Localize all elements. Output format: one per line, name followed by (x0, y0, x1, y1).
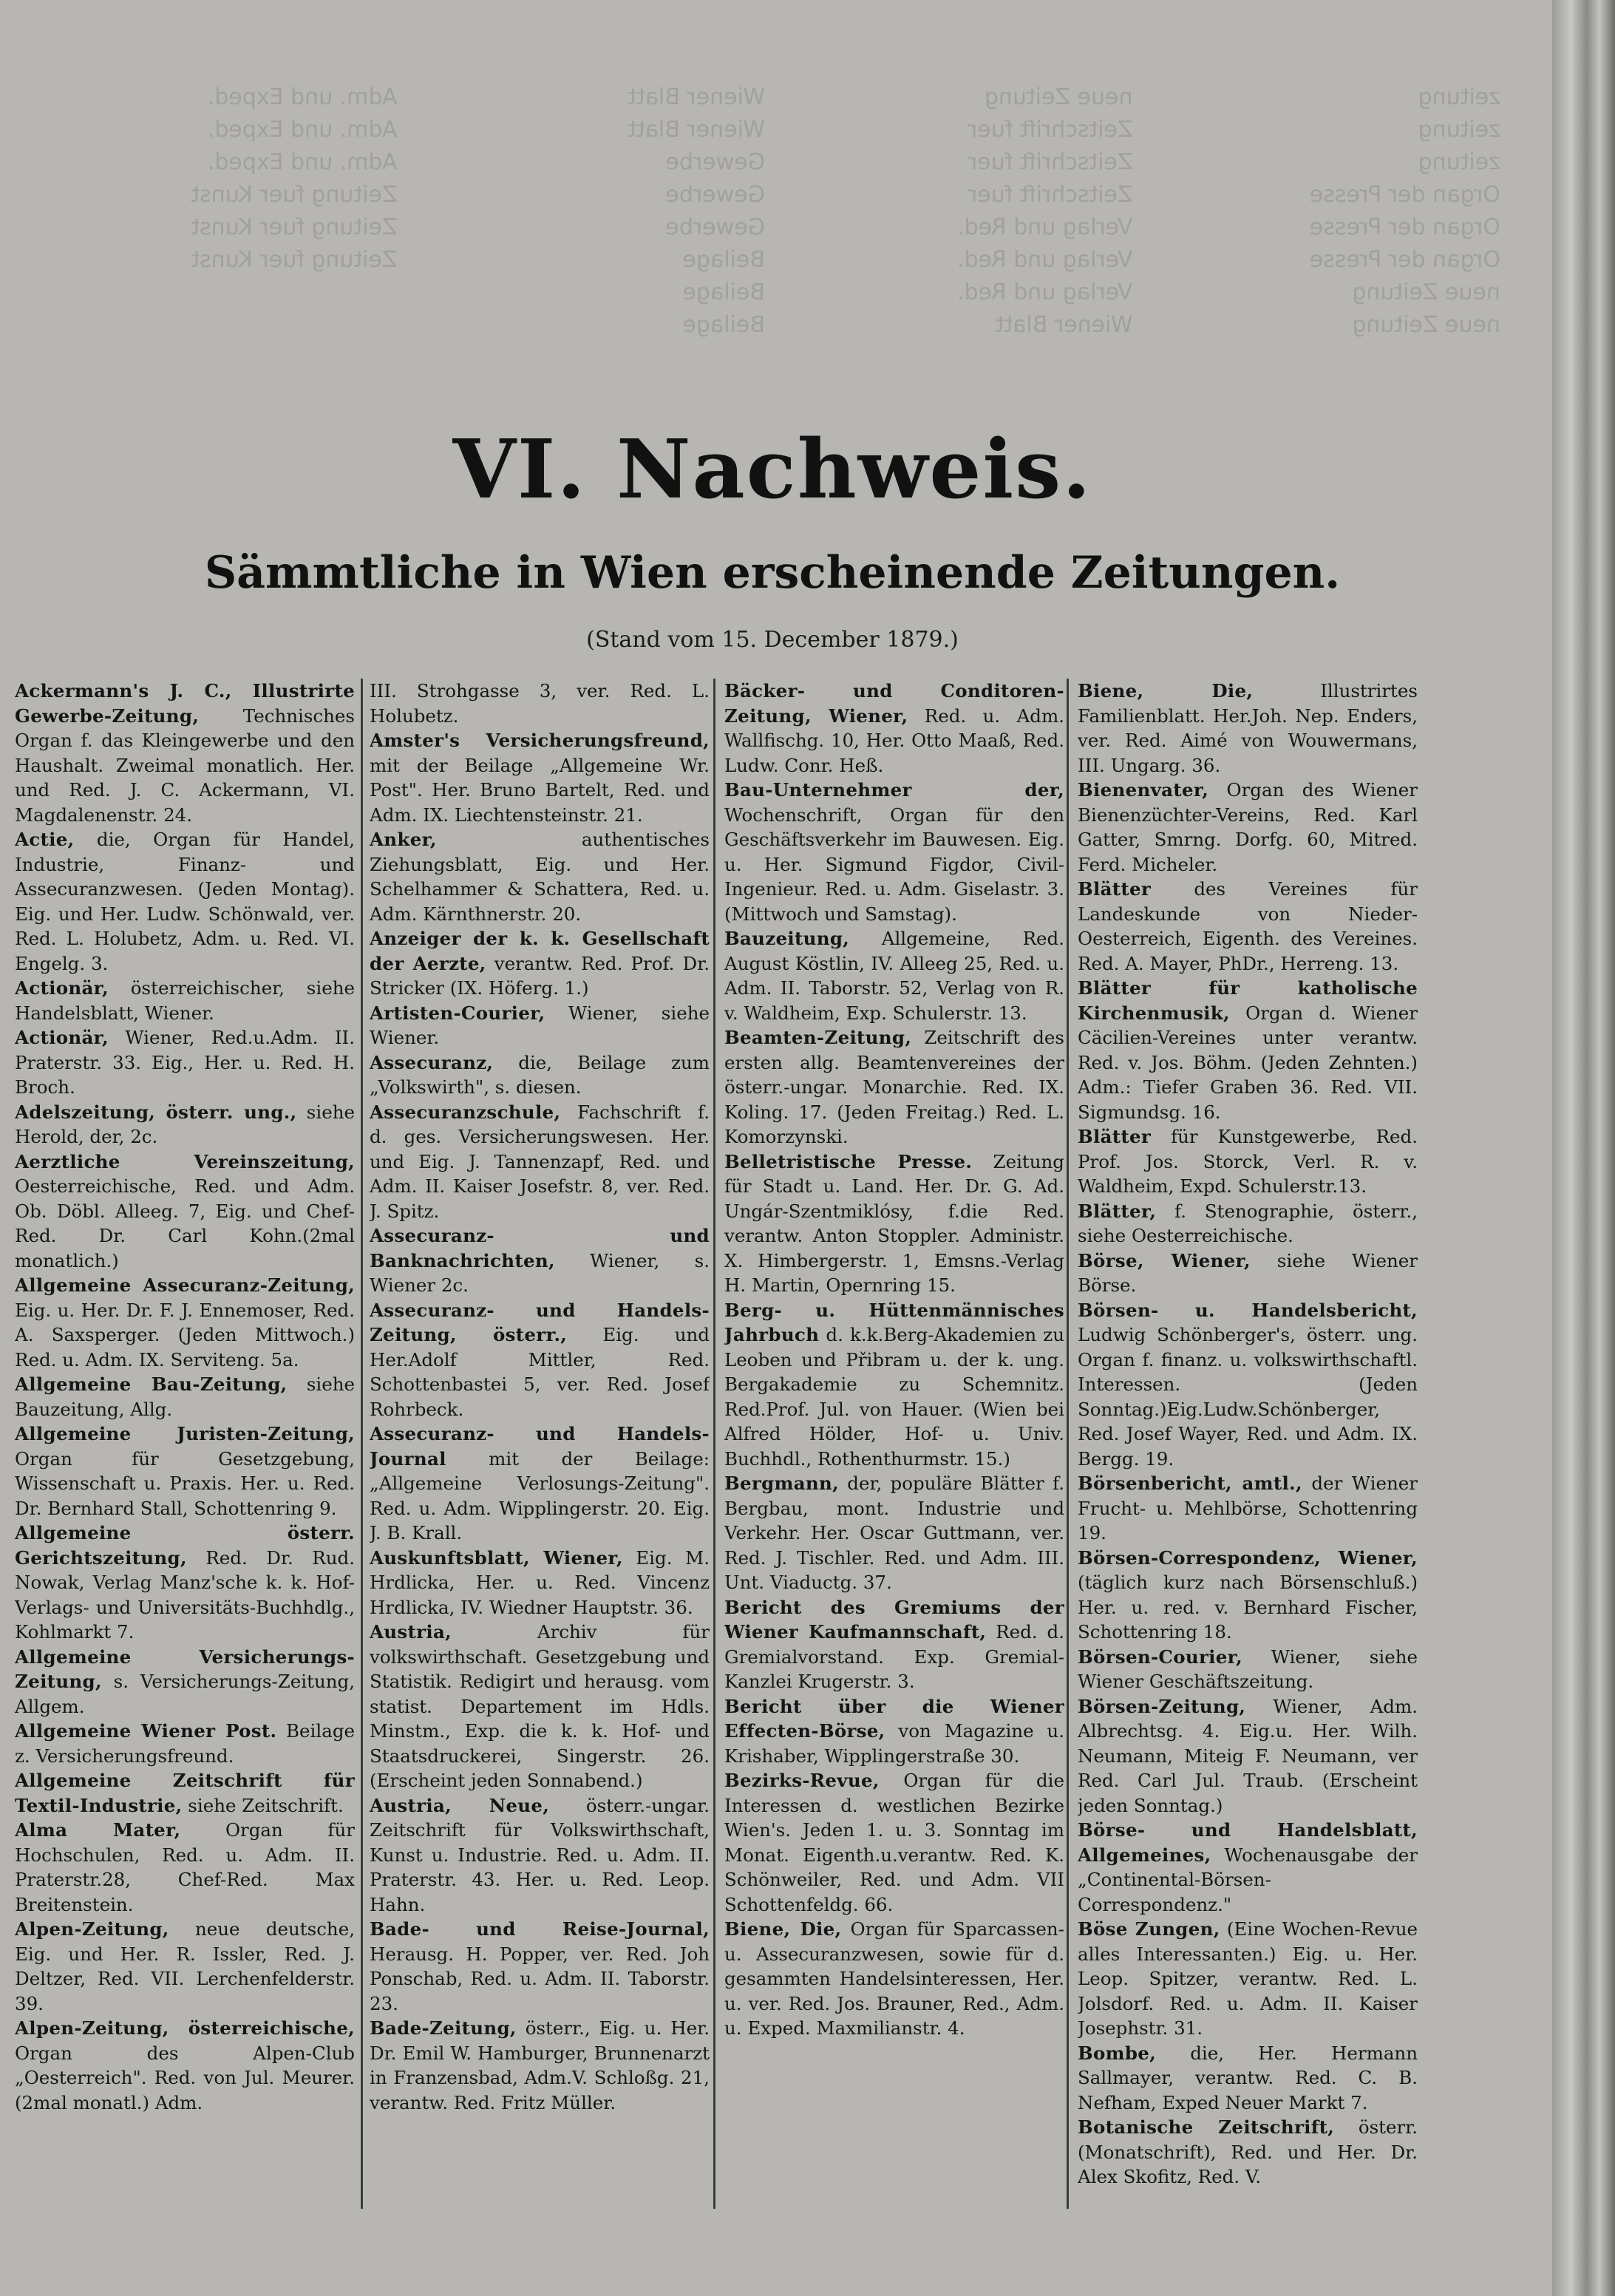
entry-heading: Assecuranz- und Handels-Journal (370, 1423, 710, 1470)
directory-entry (1078, 2041, 1418, 2116)
directory-entry (1078, 1694, 1418, 1818)
directory-entry (15, 1719, 355, 1768)
directory-entry (370, 1298, 710, 1422)
directory-entry (1078, 1298, 1418, 1472)
directory-entry (1078, 1124, 1418, 1199)
entry-text: Zeitschrift des ersten allg. Beamtenvereines der österr.-ungar. Monarchie. Red. IX. Koling. 17. (Jeden Freitag.) Red. L. Komorzynski. (724, 1027, 1064, 1147)
bleed-line: neue Zeitung (1352, 279, 1500, 305)
entry-heading: Amster's Versicherungsfreund, (370, 730, 710, 751)
bleed-line: Zeitschrift fuer (968, 117, 1133, 143)
directory-entry (1078, 2115, 1418, 2190)
entry-text: für Kunstgewerbe, Red. Prof. Jos. Storck, Verl. R. v. Waldheim, Expd. Schulerstr.13. (1078, 1126, 1418, 1197)
entry-text: f. Stenographie, österr., siehe Oesterreichische. (1078, 1200, 1418, 1246)
directory-entry (15, 1025, 355, 1100)
entry-text: siehe Herold, der, 2c. (15, 1101, 355, 1147)
column-3 (724, 679, 1064, 2246)
bleed-line: neue Zeitung (1352, 312, 1500, 338)
entry-heading: Assecuranz, (370, 1051, 494, 1073)
entry-text: siehe Zeitschrift. (188, 1794, 344, 1816)
directory-entry (15, 1100, 355, 1149)
entry-text: mit der Beilage: „Allgemeine Verlosungs-Zeitung". Red. u. Adm. Wipplingerstr. 20. Eig. J. B. Krall. (370, 1447, 710, 1543)
bleed-line: Adm. und Exped. (207, 149, 398, 175)
entry-text: verantw. Red. Prof. Dr. Stricker (IX. Höferg. 1.) (370, 952, 710, 999)
directory-entry (15, 1521, 355, 1645)
bleed-line: Beilage (682, 312, 765, 338)
bleed-line: Organ der Presse (1309, 247, 1500, 273)
entry-heading: Artisten-Courier, (370, 1002, 545, 1024)
page-title: VI. Nachweis. (452, 421, 1092, 517)
entry-heading: Austria, Neue, (370, 1794, 550, 1816)
directory-entry (1078, 1249, 1418, 1298)
bleed-line: Gewerbe (665, 182, 765, 208)
directory-entry (1078, 1645, 1418, 1694)
entry-text: Zeitung für Stadt u. Land. Her. Dr. G. Ad. Ungár-Szentmiklósy, f.die Red. verantw. Anton Stoppler. Administr. X. Himbergerstr. 1, Emsns.-Verlag H. Martin, Opernring 15. (724, 1150, 1064, 1296)
directory-entry (370, 679, 710, 728)
entry-text: Oesterreichische, Red. und Adm. Ob. Döbl. Alleeg. 7, Eig. und Chef-Red. Dr. Carl Kohn.(2mal monatlich.) (15, 1175, 355, 1271)
bleed-line: Verlag und Red. (957, 279, 1133, 305)
entry-text: österreichischer, siehe Handelsblatt, Wiener. (15, 977, 355, 1024)
directory-entry (15, 1768, 355, 1818)
bleed-line: Verlag und Red. (957, 247, 1133, 273)
entry-heading: Bombe, (1078, 2042, 1157, 2064)
directory-entry (724, 1025, 1064, 1149)
directory-entry (724, 1595, 1064, 1694)
directory-entry (370, 1546, 710, 1620)
entry-heading: Bade- und Reise-Journal, (370, 1918, 710, 1940)
entry-text: Organ d. Wiener Cäcilien-Vereines unter verantw. Red. v. Jos. Böhm. (Jeden Zehnten.) Adm.: Tiefer Graben 36. Red. VII. Sigmundsg. 16. (1078, 1002, 1418, 1123)
entry-heading: Allgemeine Bau-Zeitung, (15, 1373, 288, 1395)
entry-heading: Actionär, (15, 977, 109, 999)
directory-entry (15, 827, 355, 976)
column-4 (1078, 679, 1418, 2246)
entry-text: Wiener, siehe Wiener. (370, 1002, 710, 1048)
directory-entry (370, 1793, 710, 1918)
bleed-through-text (59, 81, 1500, 392)
entry-text: Archiv für volkswirthschaft. Gesetzgebung und Statistik. Redigirt und herausg. vom statist. Departement im Hdls. Minstm., Exp. die k. k. Hof- und Staatsdruckerei, Singerstr. 26. (Erscheint jeden Sonnabend.) (370, 1621, 710, 1791)
entry-text: Wiener, s. Wiener 2c. (370, 1249, 710, 1296)
entry-text: siehe Wiener Börse. (1078, 1249, 1418, 1296)
column-2 (370, 679, 710, 2246)
entry-text: s. Versicherungs-Zeitung, Allgem. (15, 1671, 355, 1717)
entry-heading: Börse- und Handelsblatt, Allgemeines, (1078, 1819, 1418, 1866)
entry-heading: Biene, Die, (724, 1918, 842, 1940)
directory-entry (724, 1471, 1064, 1595)
directory-entry (15, 1645, 355, 1719)
entry-text: mit der Beilage „Allgemeine Wr. Post". Her. Bruno Bartelt, Red. und Adm. IX. Liechtensteinstr. 21. (370, 754, 710, 826)
entry-text: österr. (Monatschrift), Red. und Her. Dr. Alex Skofitz, Red. V. (1078, 2116, 1418, 2187)
bleed-line: Adm. und Exped. (207, 117, 398, 143)
entry-text: der Wiener Frucht- u. Mehlbörse, Schottenring 19. (1078, 1473, 1418, 1543)
directory-entry (1078, 1818, 1418, 1917)
column-rule (361, 679, 363, 2209)
page-subtitle: Sämmtliche in Wien erscheinende Zeitungen. (204, 547, 1341, 599)
bleed-line: Zeitschrift fuer (968, 182, 1133, 208)
entry-heading: Auskunftsblatt, Wiener, (370, 1546, 623, 1569)
entry-heading: Bezirks-Revue, (724, 1770, 880, 1791)
date-note: (Stand vom 15. December 1879.) (586, 627, 959, 653)
entry-text: die, Her. Hermann Sallmayer, verantw. Red. C. B. Nefham, Exped Neuer Markt 7. (1078, 2042, 1418, 2113)
entry-heading: Anker, (370, 829, 437, 850)
entry-heading: Blätter (1078, 1126, 1152, 1147)
column-rule (1067, 679, 1069, 2209)
directory-entry (15, 1372, 355, 1422)
bleed-line: Beilage (682, 279, 765, 305)
entry-text: Eig. und Her.Adolf Mittler, Red. Schottenbastei 5, ver. Red. Josef Rohrbeck. (370, 1324, 710, 1420)
entry-heading: Allgemeine österr. Gerichtszeitung, (15, 1522, 355, 1569)
directory-entry (1078, 976, 1418, 1124)
entry-heading: Blätter für katholische Kirchenmusik, (1078, 977, 1418, 1024)
bleed-line: Wiener Blatt (995, 312, 1133, 338)
bleed-line: zeitung (1418, 149, 1500, 175)
bleed-line: Organ der Presse (1309, 182, 1500, 208)
entry-heading: Belletristische Presse. (724, 1150, 973, 1172)
entry-heading: Actie, (15, 829, 75, 850)
entry-text: Wochenausgabe der „Continental-Börsen-Correspondenz." (1078, 1844, 1418, 1915)
entry-text: authentisches Ziehungsblatt, Eig. und Her. Schelhammer & Schattera, Red. u. Adm. Kärnthnerstr. 20. (370, 829, 710, 925)
entry-text: Organ für Hochschulen, Red. u. Adm. II. Praterstr.28, Chef-Red. Max Breitenstein. (15, 1819, 355, 1915)
entry-text: III. Strohgasse 3, ver. Red. L. Holubetz. (370, 680, 710, 727)
bleed-line: Wiener Blatt (628, 117, 765, 143)
entry-heading: Bade-Zeitung, (370, 2017, 517, 2039)
directory-entry (724, 1298, 1064, 1472)
entry-text: von Magazine u. Krishaber, Wipplingerstraße 30. (724, 1720, 1064, 1767)
entry-heading: Assecuranzschule, (370, 1101, 561, 1123)
entry-heading: Bericht über die Wiener Effecten-Börse, (724, 1695, 1064, 1742)
entry-heading: Bäcker- und Conditoren-Zeitung, Wiener, (724, 680, 1064, 727)
directory-entry (724, 1768, 1064, 1917)
entry-text: d. k.k.Berg-Akademien zu Leoben und Přibram u. der k. ung. Bergakademie zu Schemnitz. Red.Prof. Jul. von Hauer. (Wien bei Alfred Hölder, Hof- u. Univ. Buchhdl., Rothenthurmstr. 15.) (724, 1324, 1064, 1470)
bleed-line: Zeitschrift fuer (968, 149, 1133, 175)
directory-entry (724, 679, 1064, 778)
entry-heading: Allgemeine Assecuranz-Zeitung, (15, 1274, 355, 1296)
entry-heading: Botanische Zeitschrift, (1078, 2116, 1335, 2138)
entry-text: Wiener, Red.u.Adm. II. Praterstr. 33. Eig., Her. u. Red. H. Broch. (15, 1027, 355, 1098)
entry-heading: Assecuranz- und Banknachrichten, (370, 1225, 710, 1271)
directory-entry (370, 728, 710, 827)
directory-entry (15, 1422, 355, 1521)
directory-entry (370, 1620, 710, 1793)
directory-entry (370, 1050, 710, 1100)
entry-heading: Actionär, (15, 1027, 109, 1048)
entry-heading: Börse, Wiener, (1078, 1249, 1251, 1271)
entry-heading: Bergmann, (724, 1473, 839, 1494)
entry-heading: Bau-Unternehmer der, (724, 779, 1064, 801)
directory-entry (1078, 1917, 1418, 2041)
entry-heading: Bienenvater, (1078, 779, 1209, 801)
entry-text: Organ für Gesetzgebung, Wissenschaft u. Praxis. Her. u. Red. Dr. Bernhard Stall, Schottenring 9. (15, 1447, 355, 1519)
directory-entry (724, 1917, 1064, 2041)
directory-entry (370, 1001, 710, 1050)
entry-text: der, populäre Blätter f. Bergbau, mont. Industrie und Verkehr. Her. Oscar Guttmann, ver. Red. J. Tischler. Red. und Adm. III. Unt. Viaductg. 37. (724, 1473, 1064, 1593)
entry-heading: Beamten-Zeitung, (724, 1027, 912, 1048)
directory-entry (370, 1917, 710, 2016)
entry-heading: Allgemeine Versicherungs-Zeitung, (15, 1645, 355, 1692)
directory-entry (15, 1149, 355, 1274)
entry-text: (täglich kurz nach Börsenschluß.) Her. u. red. v. Bernhard Fischer, Schottenring 18. (1078, 1572, 1418, 1643)
entry-heading: Austria, (370, 1621, 452, 1643)
entry-text: österr., Eig. u. Her. Dr. Emil W. Hamburger, Brunnenarzt in Franzensbad, Adm.V. Schloßg. 21, verantw. Red. Fritz Müller. (370, 2017, 710, 2113)
entry-heading: Biene, Die, (1078, 680, 1254, 702)
entry-text: neue deutsche, Eig. und Her. R. Issler, Red. J. Deltzer, Red. VII. Lerchenfelderstr. 39. (15, 1918, 355, 2014)
entry-text: Red. Dr. Rud. Nowak, Verlag Manz'sche k. k. Hof-Verlags- und Universitäts-Buchhdlg., Kohlmarkt 7. (15, 1546, 355, 1643)
entry-heading: Anzeiger der k. k. Gesellschaft der Aerzte, (370, 928, 710, 974)
directory-entry (724, 778, 1064, 926)
entry-heading: Alma Mater, (15, 1819, 181, 1841)
directory-entry (724, 926, 1064, 1025)
bleed-line: Zeitung fuer Kunst (191, 214, 398, 240)
bleed-line: Gewerbe (665, 149, 765, 175)
entry-text: Red. d. Gremialvorstand. Exp. Gremial-Kanzlei Krugerstr. 3. (724, 1621, 1064, 1692)
entry-text: Organ des Alpen-Club „Oesterreich". Red. von Jul. Meurer. (2mal monatl.) Adm. (15, 2042, 355, 2113)
entry-text: Eig. u. Her. Dr. F. J. Ennemoser, Red. A. Saxsperger. (Jeden Mittwoch.) Red. u. Adm. IX. Serviteng. 5a. (15, 1299, 355, 1371)
book-page-edges (1552, 0, 1615, 2296)
entry-heading: Allgemeine Juristen-Zeitung, (15, 1423, 355, 1444)
bleed-line: Gewerbe (665, 214, 765, 240)
directory-entry (724, 1694, 1064, 1769)
entry-heading: Alpen-Zeitung, österreichische, (15, 2017, 355, 2039)
bleed-line: zeitung (1418, 84, 1500, 110)
entry-text: des Vereines für Landeskunde von Nieder-Oesterreich, Eigenth. des Vereines. Red. A. Mayer, PhDr., Herreng. 13. (1078, 878, 1418, 974)
directory-entry (370, 827, 710, 926)
directory-entry (370, 2016, 710, 2115)
directory-entry (370, 1422, 710, 1546)
entry-text: Herausg. H. Popper, ver. Red. Joh Ponschab, Red. u. Adm. II. Taborstr. 23. (370, 1943, 710, 2014)
directory-entry (1078, 877, 1418, 976)
entry-text: Organ des Wiener Bienenzüchter-Vereins, Red. Karl Gatter, Smrng. Dorfg. 60, Mitred. Ferd. Micheler. (1078, 779, 1418, 875)
entry-heading: Börsen-Correspondenz, Wiener, (1078, 1546, 1418, 1569)
entry-text: Wiener, siehe Wiener Geschäftszeitung. (1078, 1645, 1418, 1692)
entry-text: Eig. M. Hrdlicka, Her. u. Red. Vincenz Hrdlicka, IV. Wiedner Hauptstr. 36. (370, 1546, 710, 1618)
entry-text: Red. u. Adm. Wallfischg. 10, Her. Otto Maaß, Red. Ludw. Conr. Heß. (724, 704, 1064, 776)
entry-text: (Eine Wochen-Revue alles Interessanten.) Eig. u. Her. Leop. Spitzer, verantw. Red. L. Jolsdorf. Red. u. Adm. II. Kaiser Josephstr. 31. (1078, 1918, 1418, 2039)
directory-entry (370, 926, 710, 1001)
bleed-line: Zeitung fuer Kunst (191, 247, 398, 273)
entry-text: siehe Bauzeitung, Allg. (15, 1373, 355, 1420)
directory-entry (1078, 1471, 1418, 1546)
entry-text: Ludwig Schönberger's, österr. ung. Organ f. finanz. u. volkswirthschaftl. Interessen. (Jeden Sonntag.)Eig.Ludw.Schönberger, Red. Josef Wayer, Red. und Adm. IX. Bergg. 19. (1078, 1324, 1418, 1470)
entry-heading: Böse Zungen, (1078, 1918, 1220, 1940)
entry-text: Organ für die Interessen d. westlichen Bezirke Wien's. Jeden 1. u. 3. Sonntag im Monat. Eigenth.u.verantw. Red. K. Schönweiler, Red. und Adm. VII Schottenfeldg. 66. (724, 1770, 1064, 1915)
entry-text: Illustrirtes Familienblatt. Her.Joh. Nep. Enders, ver. Red. Aimé von Wouwermans, III. Ungarg. 36. (1078, 680, 1418, 776)
column-1 (15, 679, 355, 2246)
directory-entry (1078, 1546, 1418, 1645)
entry-text: Fachschrift f. d. ges. Versicherungswesen. Her. und Eig. J. Tannenzapf, Red. und Adm. II. Kaiser Josefstr. 8, ver. Red. J. Spitz. (370, 1101, 710, 1222)
entry-heading: Blätter, (1078, 1200, 1157, 1222)
directory-entry (15, 679, 355, 827)
directory-entry (724, 1149, 1064, 1298)
bleed-line: Zeitung fuer Kunst (191, 182, 398, 208)
entry-text: die, Beilage zum „Volkswirth", s. diesen. (370, 1051, 710, 1098)
entry-heading: Börsen-Courier, (1078, 1645, 1242, 1668)
entry-heading: Börsenbericht, amtl., (1078, 1473, 1302, 1494)
directory-entry (1078, 679, 1418, 778)
entry-text: die, Organ für Handel, Industrie, Finanz- und Assecuranzwesen. (Jeden Montag). Eig. und Her. Ludw. Schönwald, ver. Red. L. Holubetz, Adm. u. Red. VI. Engelg. 3. (15, 829, 355, 974)
entry-text: Allgemeine, Red. August Köstlin, IV. Alleeg 25, Red. u. Adm. II. Taborstr. 52, Verlag von R. v. Waldheim, Exp. Schulerstr. 13. (724, 928, 1064, 1024)
column-rule (713, 679, 715, 2209)
entry-text: Organ für Sparcassen- u. Assecuranzwesen, sowie für d. gesammten Handelsinteressen, Her. u. ver. Red. Jos. Brauner, Red., Adm. u. Exped. Maxmilianstr. 4. (724, 1918, 1064, 2039)
entry-heading: Börsen-Zeitung, (1078, 1695, 1246, 1717)
directory-entry (370, 1223, 710, 1298)
entry-heading: Börsen- u. Handelsbericht, (1078, 1299, 1418, 1321)
bleed-line: Wiener Blatt (628, 84, 765, 110)
entry-heading: Assecuranz- und Handels-Zeitung, österr., (370, 1299, 710, 1345)
directory-entry (1078, 778, 1418, 877)
directory-entry (15, 1818, 355, 1917)
bleed-line: Beilage (682, 247, 765, 273)
entry-heading: Bauzeitung, (724, 928, 850, 949)
entry-heading: Bericht des Gremiums der Wiener Kaufmannschaft, (724, 1596, 1064, 1643)
directory-entry (1078, 1199, 1418, 1249)
entry-heading: Allgemeine Wiener Post. (15, 1720, 277, 1742)
bleed-line: Organ der Presse (1309, 214, 1500, 240)
directory-entry (370, 1100, 710, 1224)
entry-heading: Aerztliche Vereinszeitung, (15, 1150, 355, 1172)
entry-text: österr.-ungar. Zeitschrift für Volkswirthschaft, Kunst u. Industrie. Red. u. Adm. II. Praterstr. 43. Her. u. Red. Leop. Hahn. (370, 1794, 710, 1915)
entry-text: Wochenschrift, Organ für den Geschäftsverkehr im Bauwesen. Eig. u. Her. Sigmund Figdor, Civil-Ingenieur. Red. u. Adm. Giselastr. 3. (Mittwoch und Samstag). (724, 804, 1064, 925)
entry-heading: Berg- u. Hüttenmännisches Jahrbuch (724, 1299, 1064, 1345)
bleed-line: zeitung (1418, 117, 1500, 143)
entry-heading: Adelszeitung, österr. ung., (15, 1101, 297, 1123)
entry-heading: Allgemeine Zeitschrift für Textil-Industrie, (15, 1770, 355, 1816)
directory-entry (15, 1273, 355, 1372)
bleed-line: neue Zeitung (984, 84, 1133, 110)
entry-heading: Alpen-Zeitung, (15, 1918, 169, 1940)
directory-entry (15, 2016, 355, 2115)
entry-text: Wiener, Adm. Albrechtsg. 4. Eig.u. Her. Wilh. Neumann, Miteig F. Neumann, ver Red. Carl Jul. Traub. (Erscheint jeden Sonntag.) (1078, 1695, 1418, 1816)
entry-heading: Ackermann's J. C., Illustrirte Gewerbe-Zeitung, (15, 680, 355, 727)
entry-text: Technisches Organ f. das Kleingewerbe und den Haushalt. Zweimal monatlich. Her. und Red. J. C. Ackermann, VI. Magdalenenstr. 24. (15, 704, 355, 826)
bleed-line: Adm. und Exped. (207, 84, 398, 110)
directory-entry (15, 976, 355, 1025)
entry-heading: Blätter (1078, 878, 1152, 900)
bleed-line: Verlag und Red. (957, 214, 1133, 240)
directory-entry (15, 1917, 355, 2016)
entry-text: Beilage z. Versicherungsfreund. (15, 1720, 355, 1767)
